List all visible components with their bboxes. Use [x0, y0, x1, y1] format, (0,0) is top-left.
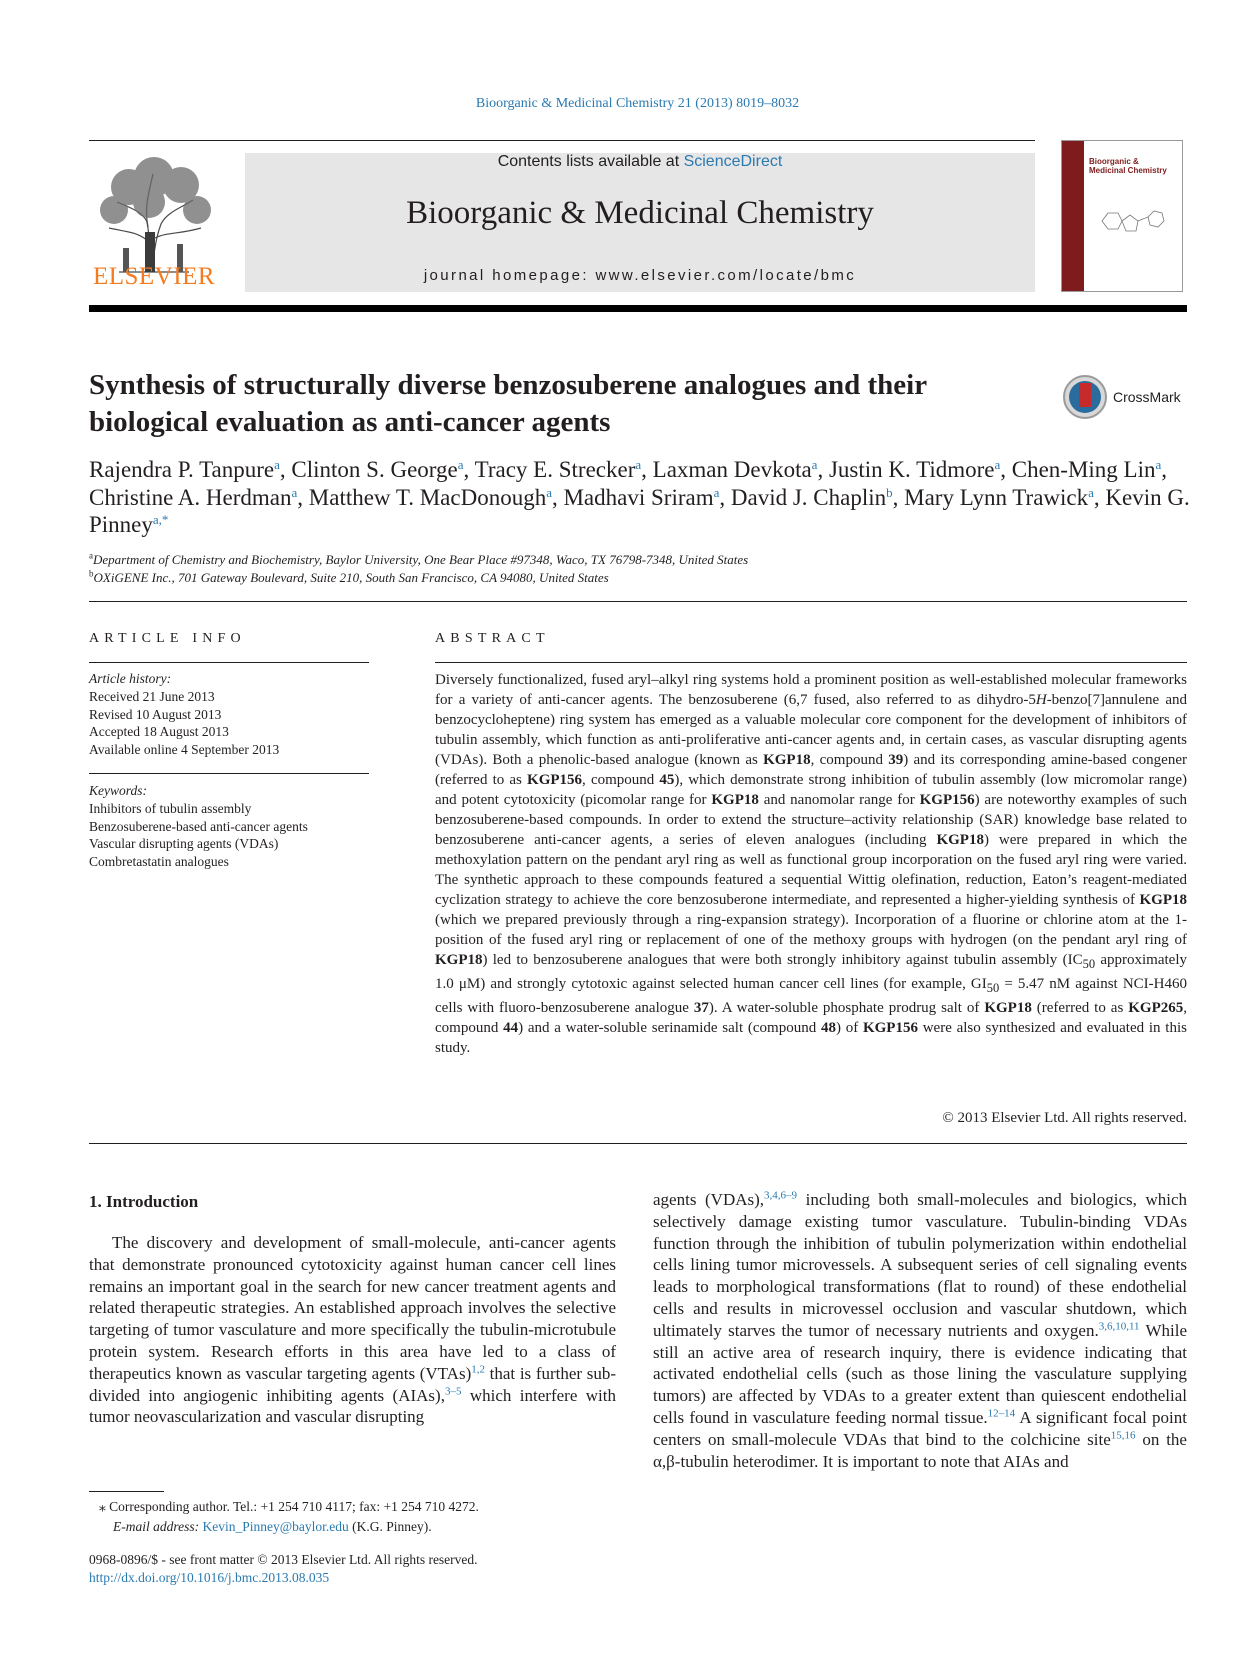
text-run: were also synthesized and evaluated in this study. [435, 1020, 1187, 1056]
author-email-link[interactable]: Kevin_Pinney@baylor.edu [202, 1519, 349, 1534]
text-run: including both small-molecules and biologics, which selectively damage existing tumor vasculature. Tubulin-binding VDAs function through the inhibition of tubulin polymerization within endothelial cells lining tumor microvessels. A subsequent series of cell signaling events leads to morphological transformations (flat to round) of these endothelial cells and results in microvessel occlusion and vascular shutdown, which ultimately starves the tumor of necessary nutrients and oxygen. [653, 1190, 1187, 1340]
keyword-list [89, 800, 379, 871]
keywords-rule [89, 773, 369, 774]
elsevier-wordmark: ELSEVIER [92, 263, 216, 290]
author[interactable] [563, 485, 719, 510]
introduction-left-column [89, 1232, 616, 1428]
compound-label: 44 [503, 1020, 519, 1036]
text-run: on the α,β-tubulin heterodimer. It is important to note that AIAs and [653, 1429, 1187, 1471]
compound-label: 45 [659, 772, 675, 788]
journal-cover-thumbnail[interactable] [1061, 140, 1183, 292]
text-run: -benzo[7]annulene and benzocycloheptene) ring system has emerged as a valuable molecular core component for the development of inhibitors of tubulin assembly, which function as anti-proliferative anti-cancer agents and, in certain cases, as vascular disrupting agents (VDAs). Both a phenolic-based analogue (known as [435, 692, 1187, 768]
article-history [89, 670, 379, 759]
author-name[interactable]: Chen-Ming Lin [1011, 457, 1156, 482]
author[interactable] [904, 485, 1094, 510]
affiliation-mark: b [89, 568, 94, 579]
compound-label: KGP18 [711, 792, 759, 808]
text-run: Diversely functionalized, fused aryl–alkyl ring systems hold a prominent position as well-established molecular frameworks for a variety of anti-cancer agents. The benzosuberene (6,7 fused, also referred to as dihydro-5 [435, 672, 1187, 708]
contents-prefix: Contents lists available at [497, 153, 684, 170]
subscript: 50 [1082, 957, 1096, 971]
author-affiliation-mark: a [713, 484, 720, 500]
affiliation-mark: a [89, 550, 93, 561]
author-affiliation-mark: a [994, 457, 1001, 472]
author-name[interactable]: Rajendra P. Tanpure [89, 457, 275, 482]
text-run: = 5.47 nM against NCI-H460 cells with fluoro-benzosuberene analogue [435, 976, 1187, 1016]
text-run: ) are noteworthy examples of such benzosuberene-based compounds. In order to extend the structure–activity relationship (SAR) knowledge base related to benzosuberene anti-cancer agents, a series of eleven analogues (including [435, 792, 1187, 848]
footnote-rule [89, 1491, 164, 1492]
author[interactable] [1012, 457, 1162, 482]
history-label: Article history: [89, 671, 172, 686]
compound-label: KGP265 [1128, 1000, 1184, 1016]
affiliation [89, 569, 1089, 587]
text-run: ) led to benzosuberene analogues that were both strongly inhibitory against tubulin assembly (IC [482, 952, 1083, 968]
author-affiliation-mark: a [291, 484, 298, 500]
author[interactable] [653, 457, 818, 482]
text-run: While still an active area of research inquiry, there is evidence indicating that activated endothelial cells (such as those lining the vasculature supplying tumors) are affected by VDAs to a greater extent than quiescent endothelial cells found in vasculature feeding normal tissue. [653, 1320, 1187, 1427]
text-run: , compound [582, 772, 660, 788]
issn-line: 0968-0896/$ - see front matter © 2013 Elsevier Ltd. All rights reserved. [89, 1552, 478, 1567]
article-title: Synthesis of structurally diverse benzosuberene analogues and their biological evaluation as anti-cancer agents [89, 369, 927, 438]
affiliation-text: OXiGENE Inc., 701 Gateway Boulevard, Suite 210, South San Francisco, CA 94080, United States [93, 570, 609, 585]
text-run: The discovery and development of small-molecule, anti-cancer agents that demonstrate pronounced cytotoxicity against human cancer cell lines remains an important goal in the search for new cancer treatment agents and related therapeutic strategies. An established approach involves the selective targeting of tumor vasculature and more specifically the tubulin-microtubule protein system. Research efforts in this area have led to a class of therapeutics known as vascular targeting agents (VTAs) [89, 1233, 616, 1383]
author-name[interactable]: Clinton S. George [291, 457, 458, 482]
contents-line [245, 153, 1035, 171]
keyword[interactable]: Vascular disrupting agents (VDAs) [89, 836, 279, 852]
footnote-email-suffix: (K.G. Pinney). [348, 1519, 432, 1534]
compound-label: KGP156 [862, 1020, 918, 1036]
author-name[interactable]: Christine A. Herdman [89, 484, 292, 510]
crossmark-icon[interactable] [1062, 374, 1108, 420]
sciencedirect-link[interactable]: ScienceDirect [683, 153, 783, 170]
text-run: approximately 1.0 μM) and strongly cytotoxic against selected human cancer cell lines (for example, GI [435, 952, 1187, 992]
author-affiliation-mark: a [546, 484, 552, 500]
cover-spine [1062, 141, 1084, 291]
text-run: , compound [435, 1000, 1187, 1036]
journal-banner [245, 153, 1035, 292]
keyword[interactable]: Inhibitors of tubulin assembly [89, 800, 252, 816]
affiliation [89, 551, 1089, 569]
journal-citation: Bioorganic & Medicinal Chemistry 21 (2013) 8019–8032 [475, 96, 800, 111]
text-run: ) and a water-soluble serinamide salt (compound [518, 1020, 821, 1036]
compound-label: KGP18 [936, 832, 984, 848]
abstract-rule [435, 662, 1187, 663]
footnote-corresponding: Corresponding author. Tel.: +1 254 710 4117; fax: +1 254 710 4272. [109, 1499, 479, 1514]
author-name[interactable]: Laxman Devkota [652, 457, 812, 482]
subscript: 50 [986, 981, 1000, 995]
author-affiliation-mark: a [635, 457, 642, 472]
journal-homepage[interactable]: journal homepage: www.elsevier.com/locate/bmc [423, 267, 857, 284]
compound-label: KGP18 [435, 952, 483, 968]
compound-label: KGP156 [919, 792, 975, 808]
introduction-heading: 1. Introduction [89, 1192, 199, 1211]
keywords [89, 782, 379, 871]
compound-label: KGP18 [1139, 892, 1187, 908]
compound-label: 39 [888, 752, 904, 768]
author[interactable] [475, 457, 642, 482]
text-run: which interfere with tumor neovascularization and vascular disrupting [89, 1385, 616, 1427]
abstract-body [435, 670, 1187, 1058]
compound-label: 48 [820, 1020, 836, 1036]
author-affiliation-mark: a [811, 457, 818, 472]
author-affiliation-mark: a [274, 457, 280, 472]
compound-label: 37 [693, 1000, 709, 1016]
introduction-right-column [653, 1189, 1187, 1472]
article-info-heading: ARTICLE INFO [89, 631, 246, 646]
author-affiliation-mark: a [1155, 457, 1162, 472]
author-affiliation-mark: a [1088, 484, 1094, 500]
author[interactable] [291, 457, 463, 482]
author[interactable] [829, 457, 1000, 482]
author-name[interactable]: Matthew T. MacDonough [308, 484, 547, 510]
text-run: ), which demonstrate strong inhibition of tubulin assembly (low micromolar range) and potent cytotoxicity (picomolar range for [435, 772, 1187, 808]
compound-label: KGP18 [984, 1000, 1032, 1016]
keyword[interactable]: Combretastatin analogues [89, 854, 229, 870]
author[interactable] [89, 485, 297, 510]
affiliation-rule [89, 601, 1187, 602]
crossmark-label[interactable]: CrossMark [1113, 389, 1181, 405]
history-entry: Available online 4 September 2013 [89, 742, 280, 758]
cover-title: Bioorganic & Medicinal Chemistry [1089, 157, 1167, 175]
history-entry: Revised 10 August 2013 [89, 706, 222, 722]
history-list [89, 688, 379, 759]
doi-link[interactable]: http://dx.doi.org/10.1016/j.bmc.2013.08.035 [89, 1570, 330, 1585]
journal-name: Bioorganic & Medicinal Chemistry [406, 195, 874, 231]
compound-label: KGP156 [527, 772, 583, 788]
reference-link[interactable]: 15,16 [1110, 1429, 1136, 1442]
footnote-email-label: E-mail address: [113, 1519, 200, 1534]
text-run: ) were prepared in which the methoxylation pattern on the pendant aryl ring as well as functional group incorporation on the fused aryl ring were varied. The synthetic approach to these compounds featured a sequential Wittig olefination, reduction, Eaton’s reagent-mediated cyclization strategy to achieve the core benzosuberone intermediate, and represented a higher-yielding synthesis of [435, 832, 1187, 908]
reference-link[interactable]: 3,6,10,11 [1098, 1320, 1140, 1333]
author-name[interactable]: Kevin G. Pinney [89, 484, 1190, 537]
author[interactable] [731, 485, 893, 510]
author-name[interactable]: Tracy E. Strecker [474, 457, 636, 482]
text-run: ). A water-soluble phosphate prodrug salt of [708, 1000, 985, 1016]
text-run: A significant focal point centers on small-molecule VDAs that bind to the colchicine site [653, 1407, 1187, 1449]
compound-label: KGP18 [763, 752, 811, 768]
author-name[interactable]: David J. Chaplin [730, 484, 887, 510]
author-name[interactable]: Mary Lynn Trawick [904, 484, 1089, 510]
reference-link[interactable]: 1,2 [471, 1363, 485, 1376]
text-run: agents (VDAs), [653, 1190, 765, 1209]
header-thick-rule [89, 305, 1187, 312]
affiliations [89, 551, 1089, 587]
header-rule [89, 140, 1035, 141]
footnote-mark: ⁎ [99, 1499, 106, 1514]
text-run: and nanomolar range for [758, 792, 920, 808]
author-name[interactable]: Madhavi Sriram [563, 484, 714, 510]
affiliation-text: Department of Chemistry and Biochemistry, Baylor University, One Bear Place #97348, Waco, TX 76798-7348, United States [93, 552, 749, 567]
text-run: ) of [835, 1020, 863, 1036]
text-run: (which we prepared previously through a ring-expansion strategy). Incorporation of a fluorine or chlorine atom at the 1-position of the fused aryl ring or replacement of one of the methoxy groups with hydrogen (on the pendant aryl ring of [435, 912, 1187, 948]
corresponding-author-footnote [89, 1497, 649, 1537]
history-entry: Accepted 18 August 2013 [89, 724, 229, 740]
keywords-label: Keywords: [89, 783, 147, 798]
author-affiliation-mark: a,* [152, 512, 169, 527]
article-info-rule [89, 662, 369, 663]
abstract-heading: ABSTRACT [435, 631, 550, 646]
text-run: that is further sub-divided into angiogenic inhibiting agents (AIAs), [89, 1363, 617, 1405]
reference-link[interactable]: 3,4,6–9 [764, 1189, 798, 1202]
text-run: (referred to as [1031, 1000, 1129, 1016]
abstract-bottom-rule [89, 1143, 1187, 1144]
history-entry: Received 21 June 2013 [89, 688, 215, 704]
italic-run: H [1035, 692, 1047, 708]
keyword[interactable]: Benzosuberene-based anti-cancer agents [89, 818, 308, 834]
author-name[interactable]: Justin K. Tidmore [828, 457, 995, 482]
abstract-copyright: © 2013 Elsevier Ltd. All rights reserved. [942, 1110, 1187, 1126]
reference-link[interactable]: 3–5 [444, 1384, 462, 1397]
author-affiliation-mark: b [886, 484, 893, 500]
cover-molecule-graphic [1092, 201, 1172, 241]
author[interactable] [309, 485, 552, 510]
reference-link[interactable]: 12–14 [987, 1407, 1016, 1420]
author[interactable] [89, 457, 280, 482]
author-affiliation-mark: a [457, 457, 464, 472]
issn-doi-block [89, 1551, 689, 1587]
text-run: , compound [810, 752, 889, 768]
author-list: Rajendra P. Tanpure$^a$, Clinton S. George$^a$, Tracy E. Strecker$^a$, Laxman Devkota$^a$, Justin K. Tidmore$^a$, Chen-Ming Lin$^a$, Christine A. Herdman$^a$, Matthew T. MacDonough$^a$, Madhavi Sriram$^a$, David J. Chaplin$^b$, Mary Lynn Trawick$^a$, Kevin G. Pinney$^{a,*}$ [89, 457, 1190, 537]
text-run: ) and its corresponding amine-based congener (referred to as [435, 752, 1187, 788]
